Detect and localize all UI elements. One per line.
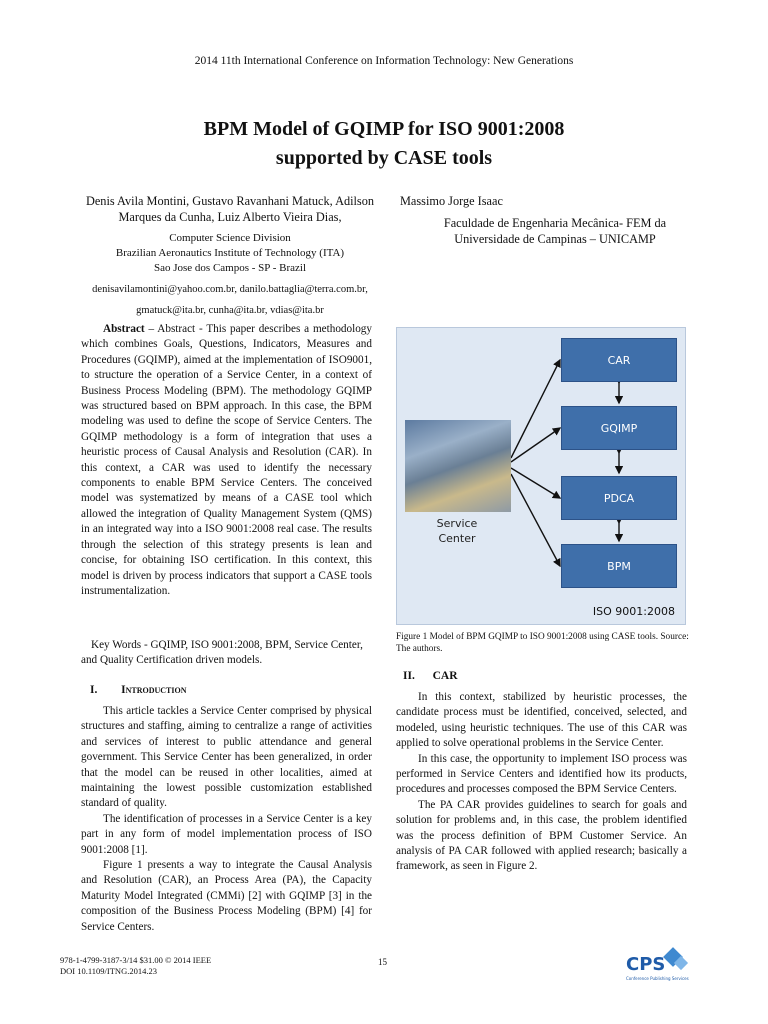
arrow-to-bpm	[511, 474, 560, 566]
section-1-heading	[90, 684, 186, 696]
cps-logo-graphic	[626, 946, 692, 986]
paper-title	[0, 115, 768, 173]
section-1-title: Introduction	[121, 684, 187, 696]
abstract-label: Abstract	[103, 323, 145, 335]
institution-line-2: Brazilian Aeronautics Institute of Technology (ITA)	[115, 247, 345, 259]
service-center-photo	[405, 420, 511, 512]
affiliation-line-2: Universidade de Campinas – UNICAMP	[454, 232, 656, 246]
car-box: CAR	[561, 338, 677, 382]
section-1-body	[81, 704, 372, 935]
authors-right-block	[400, 193, 710, 247]
title-line-2: supported by CASE tools	[275, 147, 493, 169]
authors-left-block	[60, 193, 400, 324]
logo-sub: Conference Publishing Services	[626, 976, 689, 981]
conference-name: 2014 11th International Conference on Information Technology: New Generations	[194, 55, 574, 67]
abstract-text: – Abstract - This paper describes a methodology which combines Goals, Questions, Indicators, Measures and Procedures (GQIMP), aimed at the implementation of ISO9001, to structure the operation of a Service Center, in a context of Business Process Modeling (BPM). The methodology GQIMP was structured based on BPM approach. In this case, the BPM modeling was used to define the scope of Service Centers. The GQIMP methodology is a form of integration that uses a heuristic process of Causal Analysis and Resolution (CAR). In this context, a CAR was used to identify the necessary components to enable BPM Service Centers. The conceived model was systematized by means of a CASE tool which allowed the integration of Quality Management System (QMS) in an integrated way into a ISO 9001:2008 real case. The results through the selection of this strategy presents is lean and concise, for obtaining ISO certification. In this context, this model is driven by process indicators that support a CASE tools instrumentalization.	[81, 323, 372, 597]
gqimp-box: GQIMP	[561, 406, 677, 450]
doi-line: DOI 10.1109/ITNG.2014.23	[60, 966, 157, 976]
keywords: Key Words - GQIMP, ISO 9001:2008, BPM, Service Center, and Quality Certification driven models.	[81, 639, 363, 667]
cps-logo	[626, 946, 692, 986]
paragraph: In this case, the opportunity to implement ISO process was performed in Service Centers and identified how its products, procedures and processes composed the BPM Service Centers.	[396, 752, 687, 796]
figure-1	[396, 327, 686, 625]
affiliation-line-1: Faculdade de Engenharia Mecânica- FEM da	[443, 216, 667, 230]
service-center-label	[417, 516, 497, 546]
service-label-line-2: Center	[438, 532, 476, 545]
pdca-box: PDCA	[561, 476, 677, 520]
service-label-line-1: Service	[436, 517, 478, 530]
institution-line-3: Sao Jose dos Campos - SP - Brazil	[153, 262, 307, 274]
footer-info	[60, 955, 211, 977]
isbn-line: 978-1-4799-3187-3/14 $31.00 © 2014 IEEE	[60, 955, 212, 965]
bpm-box: BPM	[561, 544, 677, 588]
author-emails	[60, 282, 400, 318]
title-line-1: BPM Model of GQIMP for ISO 9001:2008	[203, 118, 565, 140]
author-names-line-2: Marques da Cunha, Luiz Alberto Vieira Dias,	[118, 210, 342, 224]
institution	[60, 231, 400, 276]
section-2-number: II.	[403, 670, 415, 682]
paragraph: This article tackles a Service Center comprised by physical structures and staffing, aiming to centralize a range of activities and services of interest to public attendance and general government. This Service Center has been generalized, in order that the model can be reused in other localities, aimed at maintaining the lowest possible customization established standard of quality.	[81, 705, 372, 810]
figure-caption: Figure 1 Model of BPM GQIMP to ISO 9001:2008 using CASE tools. Source: The authors.	[396, 632, 689, 654]
institution-line-1: Computer Science Division	[169, 232, 291, 244]
arrow-to-pdca	[511, 468, 560, 498]
logo-text: CPS	[626, 954, 666, 975]
email-line-1: denisavilamontini@yahoo.com.br, danilo.battaglia@terra.com.br,	[92, 284, 368, 295]
section-1-number: I.	[90, 684, 98, 696]
section-2-heading	[403, 670, 458, 682]
paragraph: Figure 1 presents a way to integrate the Causal Analysis and Resolution (CAR), an Process Area (PA), the Capacity Maturity Model Integrated (CMMi) [2] with GQIMP [3] in the composition of the Business Process Modeling (BPM) [4] for Service Centers.	[81, 859, 372, 933]
section-2-body	[396, 690, 687, 875]
affiliation-right	[400, 215, 710, 247]
email-line-2: gmatuck@ita.br, cunha@ita.br, vdias@ita.br	[136, 305, 324, 316]
iso-label: ISO 9001:2008	[592, 605, 675, 618]
arrow-to-car	[511, 360, 560, 458]
arrow-to-gqimp	[511, 428, 560, 462]
page-number: 15	[378, 957, 387, 967]
abstract	[81, 322, 372, 599]
paragraph: The identification of processes in a Service Center is a key part in any form of model implementation process of ISO 9001:2008 [1].	[81, 812, 372, 856]
author-names-line-1: Denis Avila Montini, Gustavo Ravanhani Matuck, Adilson	[85, 194, 375, 208]
author-name-right: Massimo Jorge Isaac	[400, 194, 503, 208]
section-2-title: CAR	[432, 670, 458, 682]
paragraph: The PA CAR provides guidelines to search for goals and solution for problems and, in this case, the problem identified was the process definition of BPM Customer Service. An analysis of PA CAR followed with applied research; basically a framework, as seen in Figure 2.	[396, 798, 687, 873]
paragraph: In this context, stabilized by heuristic processes, the candidate process must be identified, conceived, selected, and modeled, using heuristic techniques. The use of this CAR was applied to solve operational problems in the Service Center.	[396, 691, 687, 750]
